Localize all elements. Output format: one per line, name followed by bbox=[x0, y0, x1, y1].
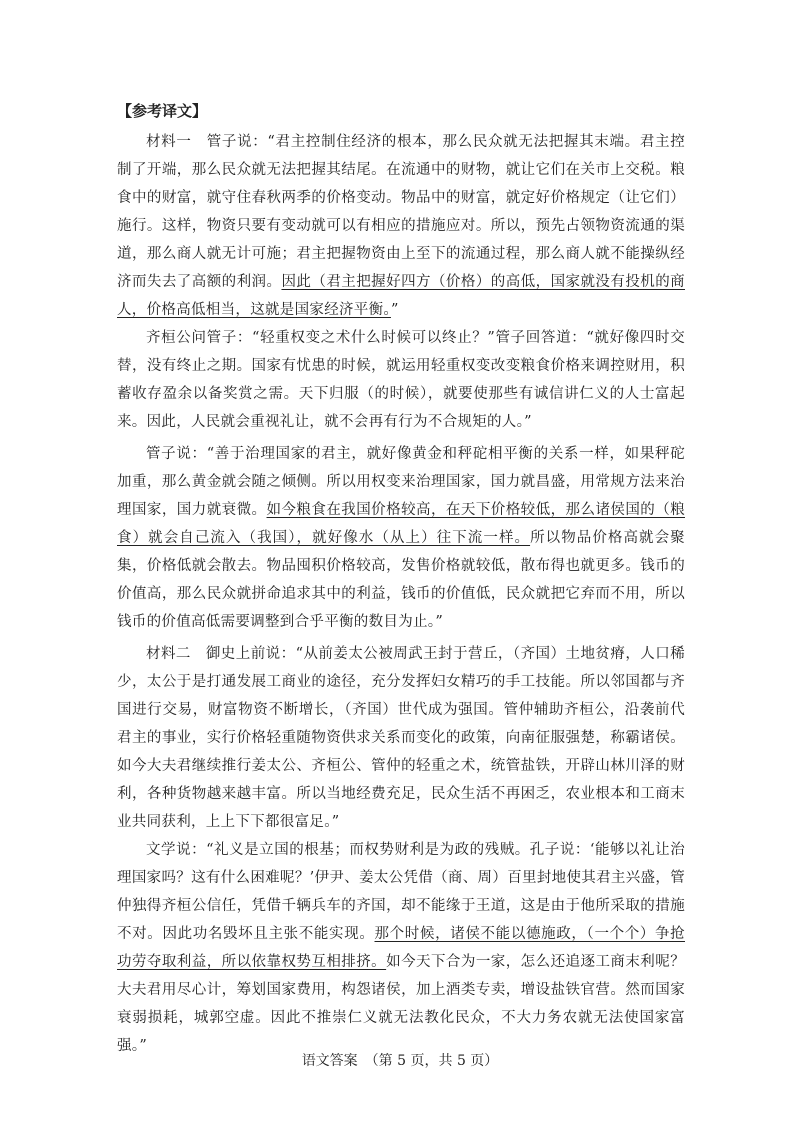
paragraph-text: 材料二 御史上前说：“从前姜太公被周武王封于营丘，（齐国）土地贫瘠，人口稀少，太公于是打通发展工商业的途径，充分发挥妇女精巧的手工技能。所以邻国都与齐国进行交易，财富物资不断增长，（齐国）世代成为强国。管仲辅助齐桓公，沿袭前代君主的事业，实行价格轻重随物资供求关系而变化的政策，向南征服强楚，称霸诸侯。如今大夫君继续推行姜太公、齐桓公、管仲的轻重之术，统管盐铁，开辟山林川泽的财利，各种货物越来越丰富。所以当地经费充足，民众生活不再困乏，农业根本和工商末业共同获利，上上下下都很富足。” bbox=[117, 646, 685, 830]
paragraph-text-end: ” bbox=[390, 302, 399, 318]
underlined-sentence: 如今粮食在我国价格较高，在天下价格较低，那么诸侯国的（粮食）就会自己流入（我国），就好像水（从上）往下流一样。 bbox=[117, 502, 685, 546]
section-heading: 【参考译文】 bbox=[117, 102, 208, 120]
paragraph-text-end: 如今天下合为一家，怎么还追逐工商末利呢？大夫君用尽心计，筹划国家费用，构怨诸侯，加上酒类专卖，增设盐铁官营。然而国家衰弱损耗，城郭空虚。因此不推崇仁义就无法教化民众，不大力务农就无法使国家富强。” bbox=[117, 954, 685, 1054]
paragraph-text: 齐桓公问管子：“轻重权变之术什么时候可以终止？”管子回答道：“就好像四时交替，没有终止之期。国家有忧患的时候，就运用轻重权变改变粮食价格来调控财用，积蓄收存盈余以备奖赏之需。天下归服（的时候），就要使那些有诚信讲仁义的人士富起来。因此，人民就会重视礼让，就不会再有行为不合规矩的人。” bbox=[117, 330, 685, 430]
underlined-sentence: 因此（君主把握好四方（价格）的高低，国家就没有投机的商人，价格高低相当，这就是国家经济平衡。 bbox=[117, 274, 685, 318]
paragraph-text: 文学说：“礼义是立国的根基；而权势财利是为政的残贼。孔子说：‘能够以礼让治理国家吗？这有什么困难呢？’伊尹、姜太公凭借（商、周）百里封地使其君主兴盛，管仲独得齐桓公信任，凭借千辆兵车的齐国，却不能缘于王道，这是由于他所采取的措施不对。因此功名毁坏且主张不能实现。 bbox=[117, 842, 685, 942]
paragraph-text: 材料一 管子说：“君主控制住经济的根本，那么民众就无法把握其末端。君主控制了开端，那么民众就无法把握其结尾。在流通中的财物，就让它们在关市上交税。粮食中的财富，就守住春秋两季的价格变动。物品中的财富，就定好价格规定（让它们）施行。这样，物资只要有变动就可以有相应的措施应对。所以，预先占领物资流通的渠道，那么商人就无计可施；君主把握物资由上至下的流通过程，那么商人就不能操纵经济而失去了高额的利润。 bbox=[117, 134, 685, 290]
paragraph-material-two bbox=[117, 640, 685, 836]
page-footer: 语文答案 （第 5 页，共 5 页） bbox=[301, 1053, 499, 1069]
underlined-sentence: 那个时候，诸侯不能以德施政，（一个个）争抢功劳夺取利益，所以依靠权势互相排挤。 bbox=[117, 926, 685, 970]
paragraph-guanzi-balance bbox=[117, 440, 685, 636]
paragraph-text-end: 所以物品价格高就会聚集，价格低就会散去。物品囤积价格较高，发售价格就较低，散布得也就更多。钱币的价值高，那么民众就拼命追求其中的利益，钱币的价值低，民众就把它弃而不用，所以钱币的价值高低需要调整到合乎平衡的数目为止。” bbox=[117, 530, 685, 630]
paragraph-literati-reply bbox=[117, 836, 685, 1060]
paragraph-duke-huan-question bbox=[117, 324, 685, 436]
paragraph-text: 管子说：“善于治理国家的君主，就好像黄金和秤砣相平衡的关系一样，如果秤砣加重，那么黄金就会随之倾侧。所以用权变来治理国家，国力就昌盛，用常规方法来治理国家，国力就衰微。 bbox=[117, 446, 685, 518]
paragraph-material-one bbox=[117, 128, 685, 324]
